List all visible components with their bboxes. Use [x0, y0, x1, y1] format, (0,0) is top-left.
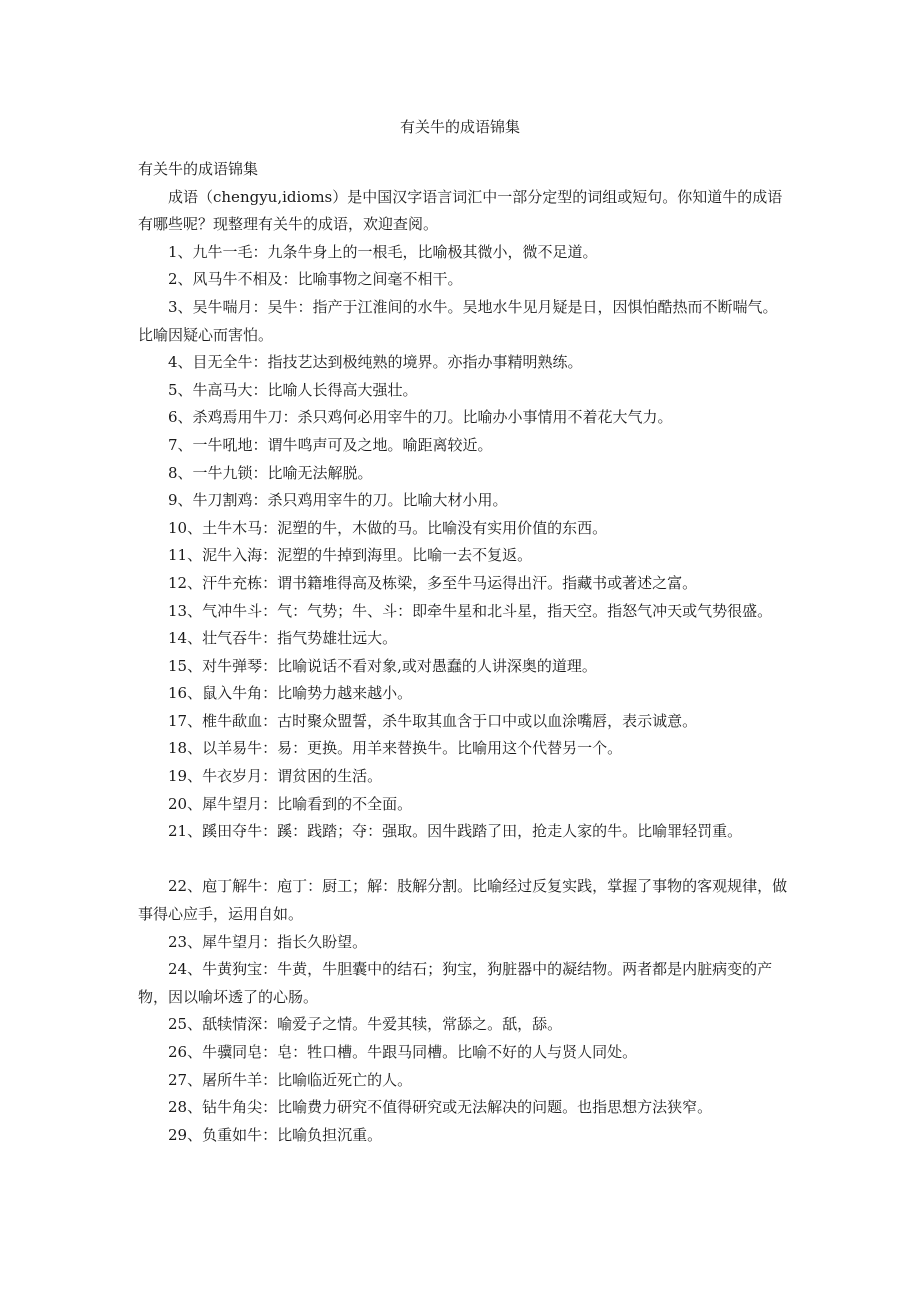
idiom-text: 庖丁解牛：庖丁：厨工；解：肢解分割。比喻经过反复实践，掌握了事物的客观规律，做事得心应手，运用自如。 — [138, 877, 788, 924]
idiom-number: 8、 — [168, 463, 193, 482]
idiom-number: 5、 — [168, 380, 193, 399]
idiom-text: 气冲牛斗：气：气势；牛、斗：即牵牛星和北斗星，指天空。指怒气冲天或气势很盛。 — [202, 601, 773, 620]
idiom-text: 椎牛歃血：古时聚众盟誓，杀牛取其血含于口中或以血涂嘴唇，表示诚意。 — [202, 711, 698, 730]
idiom-number: 17、 — [168, 711, 203, 730]
idiom-item — [138, 432, 788, 460]
idiom-text: 屠所牛羊：比喻临近死亡的人。 — [202, 1070, 413, 1089]
idiom-item — [138, 1067, 788, 1095]
idiom-list-part-1 — [138, 239, 788, 846]
intro-paragraph: 成语（chengyu,idioms）是中国汉字语言词汇中一部分定型的词组或短句。你知道牛的成语有哪些呢？现整理有关牛的成语，欢迎查阅。 — [138, 187, 783, 234]
idiom-item — [138, 1122, 788, 1150]
idiom-text: 杀鸡焉用牛刀：杀只鸡何必用宰牛的刀。比喻办小事情用不着花大气力。 — [192, 408, 673, 427]
idiom-item — [138, 735, 788, 763]
idiom-item — [138, 515, 788, 543]
idiom-number: 2、 — [168, 270, 193, 289]
idiom-number: 26、 — [168, 1043, 203, 1061]
idiom-number: 21、 — [168, 822, 203, 841]
idiom-number: 18、 — [168, 739, 203, 758]
idiom-text: 负重如牛：比喻负担沉重。 — [202, 1125, 383, 1144]
idiom-number: 28、 — [168, 1098, 203, 1117]
idiom-text: 牛骥同皂：皂：牲口槽。牛跟马同槽。比喻不好的人与贤人同处。 — [202, 1043, 638, 1061]
idiom-item — [138, 349, 788, 377]
idiom-item — [138, 266, 788, 294]
section-heading: 有关牛的成语锦集 — [138, 160, 259, 178]
idiom-number: 10、 — [168, 518, 203, 537]
idiom-number: 20、 — [168, 794, 203, 813]
idiom-number: 22、 — [168, 877, 203, 896]
idiom-text: 土牛木马：泥塑的牛，木做的马。比喻没有实用价值的东西。 — [202, 518, 608, 537]
idiom-number: 12、 — [168, 573, 203, 592]
idiom-text: 汗牛充栋：谓书籍堆得高及栋梁，多至牛马运得出汗。指藏书或著述之富。 — [202, 573, 698, 592]
idiom-text: 壮气吞牛：指气势雄壮远大。 — [202, 629, 398, 648]
idiom-text: 蹊田夺牛：蹊：践踏；夺：强取。因牛践踏了田，抢走人家的牛。比喻罪轻罚重。 — [202, 822, 743, 841]
idiom-item — [138, 818, 788, 846]
idiom-text: 牛衣岁月：谓贫困的生活。 — [202, 767, 383, 786]
idiom-item — [138, 625, 788, 653]
idiom-text: 九牛一毛：九条牛身上的一根毛，比喻极其微小，微不足道。 — [192, 242, 598, 261]
idiom-item — [138, 570, 788, 598]
idiom-number: 13、 — [168, 601, 203, 620]
idiom-item — [138, 239, 788, 267]
idiom-item — [138, 598, 788, 626]
idiom-number: 16、 — [168, 684, 203, 703]
idiom-text: 犀牛望月：指长久盼望。 — [202, 932, 368, 951]
idiom-item — [138, 1039, 788, 1067]
idiom-number: 14、 — [168, 629, 203, 648]
idiom-item — [138, 929, 788, 957]
idiom-item — [138, 763, 788, 791]
idiom-item — [138, 542, 788, 570]
idiom-number: 25、 — [168, 1015, 203, 1034]
idiom-text: 泥牛入海：泥塑的牛掉到海里。比喻一去不复返。 — [202, 546, 533, 565]
idiom-item — [138, 956, 788, 1011]
idiom-number: 9、 — [168, 491, 193, 510]
idiom-number: 27、 — [168, 1070, 203, 1089]
idiom-item — [138, 653, 788, 681]
idiom-text: 对牛弹琴：比喻说话不看对象,或对愚蠢的人讲深奥的道理。 — [202, 656, 597, 675]
idiom-number: 3、 — [168, 297, 193, 316]
idiom-text: 一牛吼地：谓牛鸣声可及之地。喻距离较近。 — [192, 435, 493, 454]
idiom-item — [138, 487, 788, 515]
idiom-number: 29、 — [168, 1125, 203, 1144]
idiom-text: 舐犊情深：喻爱子之情。牛爱其犊，常舔之。舐，舔。 — [202, 1015, 563, 1034]
idiom-text: 吴牛喘月：吴牛：指产于江淮间的水牛。吴地水牛见月疑是日，因惧怕酷热而不断喘气。比喻因疑心而害怕。 — [138, 297, 778, 344]
idiom-item — [138, 460, 788, 488]
idiom-item — [138, 294, 788, 349]
idiom-number: 24、 — [168, 960, 203, 979]
idiom-number: 11、 — [168, 546, 203, 565]
blank-line — [138, 846, 788, 874]
idiom-text: 风马牛不相及：比喻事物之间毫不相干。 — [192, 270, 463, 289]
idiom-number: 19、 — [168, 767, 203, 786]
idiom-item — [138, 1094, 788, 1122]
idiom-text: 牛黄狗宝：牛黄，牛胆囊中的结石；狗宝，狗脏器中的凝结物。两者都是内脏病变的产物，因以喻坏透了的心肠。 — [138, 960, 773, 1006]
idiom-number: 4、 — [168, 353, 193, 372]
idiom-text: 牛刀割鸡：杀只鸡用宰牛的刀。比喻大材小用。 — [192, 491, 508, 510]
idiom-text: 钻牛角尖：比喻费力研究不值得研究或无法解决的问题。也指思想方法狭窄。 — [202, 1098, 713, 1117]
idiom-item — [138, 377, 788, 405]
idiom-text: 鼠入牛角：比喻势力越来越小。 — [202, 684, 413, 703]
idiom-text: 牛高马大：比喻人长得高大强壮。 — [192, 380, 418, 399]
idiom-number: 6、 — [168, 408, 193, 427]
idiom-text: 目无全牛：指技艺达到极纯熟的境界。亦指办事精明熟练。 — [192, 353, 583, 372]
idiom-list-part-2 — [138, 873, 788, 1149]
idiom-number: 7、 — [168, 435, 193, 454]
idiom-item — [138, 680, 788, 708]
idiom-text: 犀牛望月：比喻看到的不全面。 — [202, 794, 413, 813]
document-title: 有关牛的成语锦集 — [399, 118, 520, 136]
idiom-text: 以羊易牛：易：更换。用羊来替换牛。比喻用这个代替另一个。 — [202, 739, 623, 758]
idiom-number: 1、 — [168, 242, 193, 261]
idiom-item — [138, 1011, 788, 1039]
idiom-item — [138, 873, 788, 928]
idiom-item — [138, 708, 788, 736]
idiom-text: 一牛九锁：比喻无法解脱。 — [192, 463, 373, 482]
idiom-item — [138, 791, 788, 819]
document-body — [138, 156, 788, 1149]
idiom-number: 23、 — [168, 932, 203, 951]
idiom-item — [138, 404, 788, 432]
idiom-number: 15、 — [168, 656, 203, 675]
